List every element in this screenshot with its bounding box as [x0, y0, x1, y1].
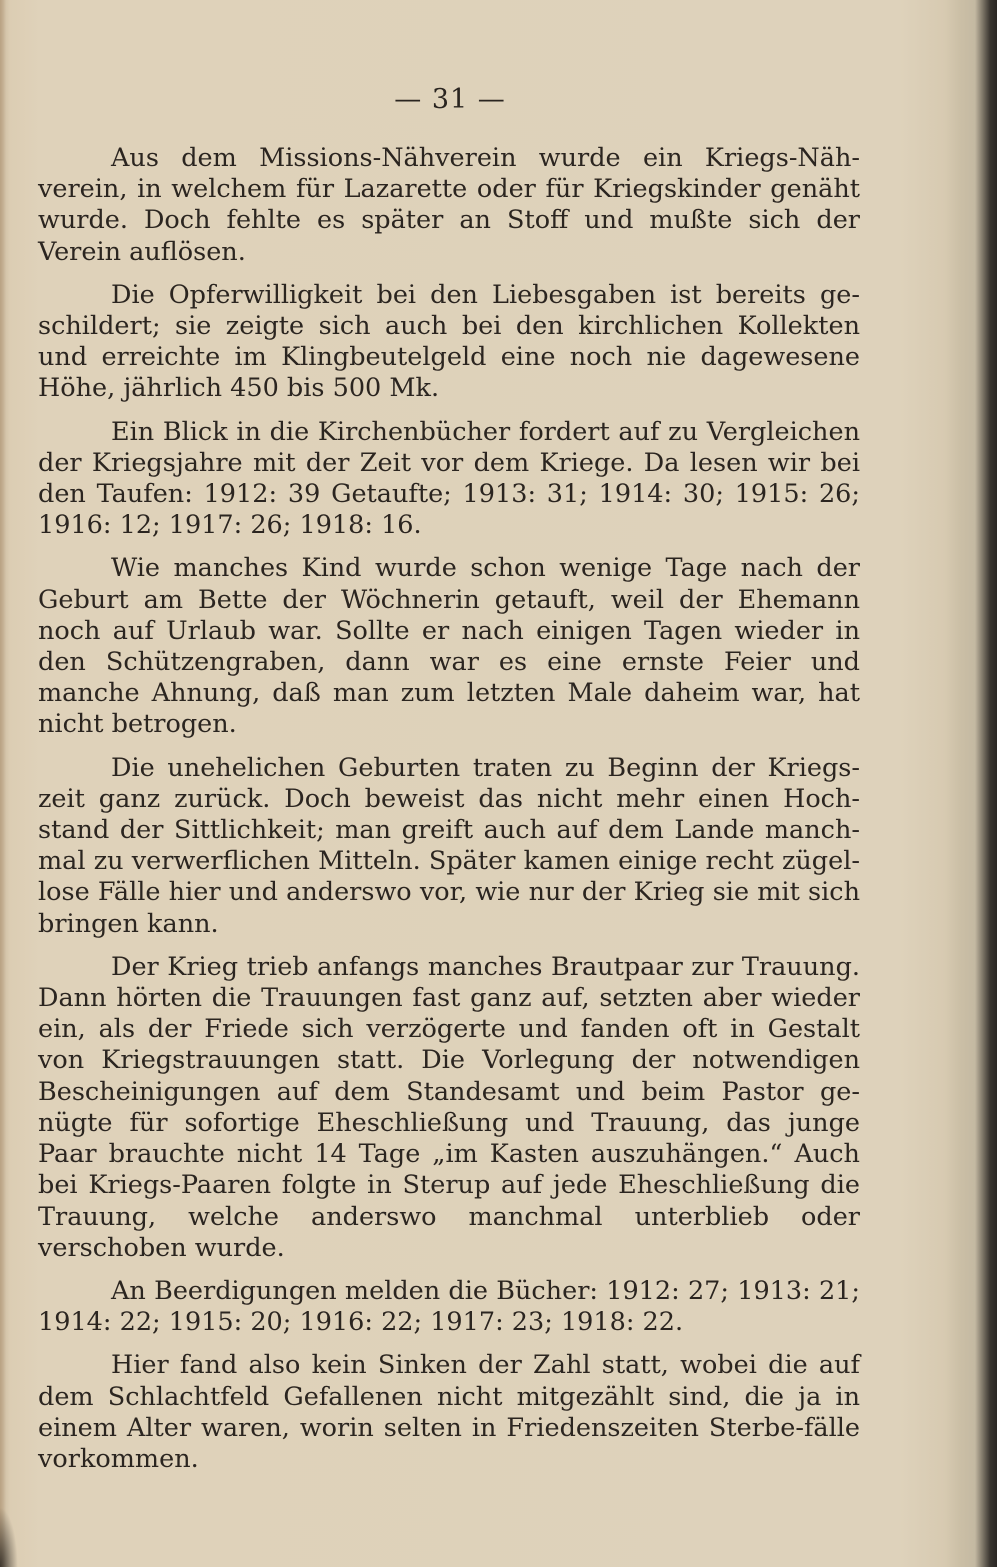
page-corner-shadow: [0, 1507, 18, 1567]
page-number: — 31 —: [394, 84, 506, 115]
paragraph-naehverein: Aus dem Missions-Nähverein wurde ein Kriegs-Näh-verein, in welchem für Lazarette oder für Kriegskinder genäht wurde. Doch fehlte es später an Stoff und mußte sich der Verein auflösen.: [38, 143, 860, 267]
paragraph-beerdigungen: An Beerdigungen melden die Bücher: 1912: 27; 1913: 21; 1914: 22; 1915: 20; 1916: 22; 1917: 23; 1918: 22.: [38, 1275, 860, 1338]
body-text: [38, 143, 860, 1475]
paragraph-uneheliche-geburten: Die unehelichen Geburten traten zu Beginn der Kriegs-zeit ganz zurück. Doch beweist das nicht mehr einen Hoch-stand der Sittlichkeit; man greift auch auf dem Lande manch-mal zu verwerflichen Mitteln. Später kamen einige recht zügel-lose Fälle hier und anderswo vor, wie nur der Krieg sie mit sich bringen kann.: [38, 752, 860, 939]
paragraph-kind-getauft: Wie manches Kind wurde schon wenige Tage nach der Geburt am Bette der Wöchnerin getauft, weil der Ehemann noch auf Urlaub war. Sollte er nach einigen Tagen wieder in den Schützengraben, dann war es eine ernste Feier und manche Ahnung, daß man zum letzten Male daheim war, hat nicht betrogen.: [38, 553, 860, 740]
paragraph-gefallene: Hier fand also kein Sinken der Zahl statt, wobei die auf dem Schlachtfeld Gefallenen nicht mitgezählt sind, die ja in einem Alter waren, worin selten in Friedenszeiten Sterbe-fälle vorkommen.: [38, 1350, 860, 1474]
paragraph-trauungen: Der Krieg trieb anfangs manches Brautpaar zur Trauung. Dann hörten die Trauungen fast ganz auf, setzten aber wieder ein, als der Friede sich verzögerte und fanden oft in Gestalt von Kriegstrauungen statt. Die Vorlegung der notwendigen Bescheinigungen auf dem Standesamt und beim Pastor ge-nügte für sofortige Eheschließung und Trauung, das junge Paar brauchte nicht 14 Tage „im Kasten auszuhängen.“ Auch bei Kriegs-Paaren folgte in Sterup auf jede Eheschließung die Trauung, welche anderswo manchmal unterblieb oder verschoben wurde.: [38, 951, 860, 1263]
paragraph-opferwilligkeit: Die Opferwilligkeit bei den Liebesgaben ist bereits ge-schildert; sie zeigte sich auch bei den kirchlichen Kollekten und erreichte im Klingbeutelgeld eine noch nie dagewesene Höhe, jährlich 450 bis 500 Mk.: [38, 279, 860, 404]
paragraph-taufen: Ein Blick in die Kirchenbücher fordert auf zu Vergleichen der Kriegsjahre mit der Zeit vor dem Kriege. Da lesen wir bei den Taufen: 1912: 39 Getaufte; 1913: 31; 1914: 30; 1915: 26; 1916: 12; 1917: 26; 1918: 16.: [38, 416, 860, 541]
